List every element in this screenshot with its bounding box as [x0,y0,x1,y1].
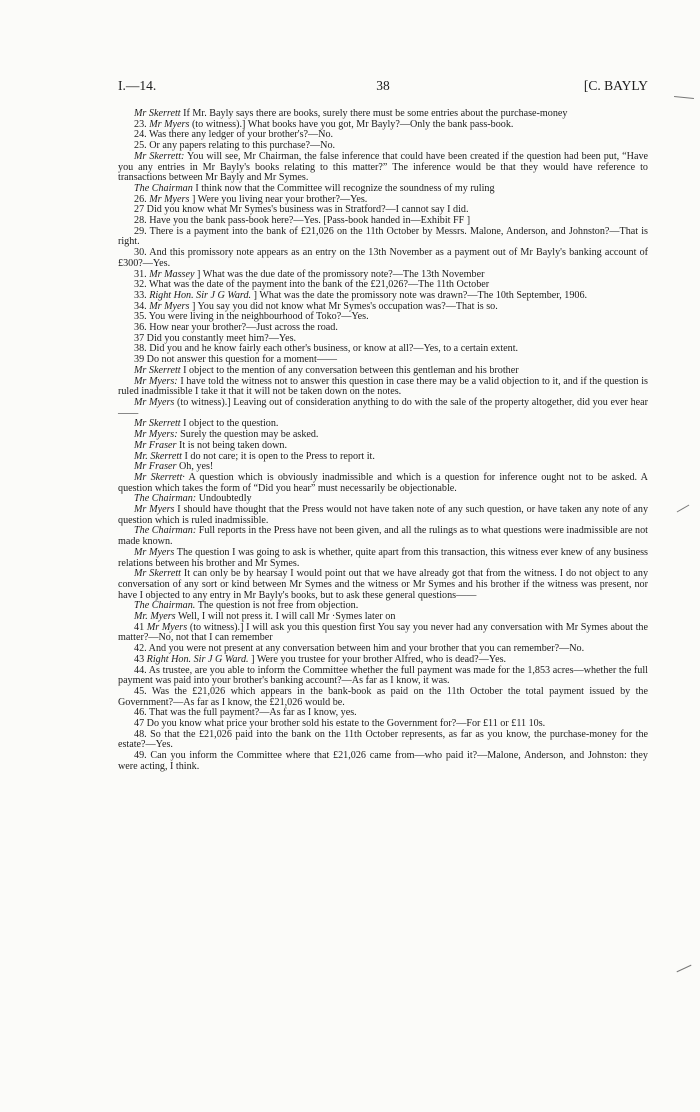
question-number: 31. [134,268,147,280]
speaker-name: Mr Myers [149,300,190,312]
speaker-name: Mr Fraser [134,461,177,473]
speaker-name: Mr Myers [134,396,175,408]
evidence-paragraph [118,751,648,772]
paragraph-text: ] What was the due date of the promissory note?—The 13th November [197,268,485,280]
evidence-paragraph [118,569,648,601]
question-number: 33. [134,289,147,301]
paragraph-text: 30. And this promissory note appears as an entry on the 13th November as a payment out of Mr Bayly's banking account of £300?—Yes. [118,247,648,269]
speaker-name: The Chairman: [134,493,197,505]
paragraph-text: ] Were you trustee for your brother Alfred, who is dead?—Yes. [251,653,507,665]
speaker-name: Mr Fraser [134,439,177,451]
speaker-name: Mr Myers [149,118,190,130]
speaker-name: Right Hon. Sir J G Ward. [146,653,249,665]
paragraph-text: If Mr. Bayly says there are books, surely there must be some entries about the purchase-money [183,108,568,119]
paragraph-text: 27 Did you know what Mr Symes's business was in Stratford?—I cannot say I did. [134,204,469,216]
paragraph-text: A question which is obviously inadmissible and which is a question for inference ought not to be asked. A question which takes the form of “Did you hear” must necessarily be objectionable. [118,471,648,494]
speaker-name: Mr Massey [149,268,195,280]
paragraph-text: Undoubtedly [198,493,252,505]
paragraph-text: 39 Do not answer this question for a moment—— [134,354,338,366]
paragraph-text: (to witness).] What books have you got, Mr Bayly?—Only the bank pass-book. [191,118,514,130]
paragraph-text: (to witness).] Leaving out of consideration anything to do with the sale of the property altogether, did you ever hear—— [118,396,648,419]
speaker-name: Mr Skerrett: [134,150,185,162]
margin-mark [677,965,692,973]
question-number: 34. [134,300,147,312]
speaker-name: Mr Skerrett [134,568,181,580]
paragraph-text: I object to the mention of any conversation between this gentleman and his brother [183,364,519,376]
question-number: 23. [134,118,147,130]
paragraph-text: 37 Did you constantly meet him?—Yes. [134,332,297,344]
paragraph-text: ] Were you living near your brother?—Yes. [191,193,368,205]
speaker-name: Mr. Skerrett [134,450,182,462]
evidence-paragraph [118,687,648,708]
paragraph-text: It can only be by hearsay I would point out that we have already got that from the witness. I do not object to any conversation of any sort or kind between Mr Symes and the witness or Mr Symes and his brother if the witness was present, nor have I objected to any entry in Mr Bayly's books, but to ask these general questions—— [118,568,649,601]
evidence-paragraph [118,666,648,687]
evidence-paragraph [118,505,648,526]
paragraph-text: I have told the witness not to answer this question in case there may be a valid objection to it, and if the question is ruled inadmissible I take it that it will not be taken down on the notes. [118,375,649,398]
question-number: 41 [134,621,145,633]
paragraph-text: 28. Have you the bank pass-book here?—Yes. [Pass-book handed in—Exhibit FF ] [134,215,471,227]
evidence-paragraph [118,730,648,751]
speaker-name: The Chairman: [134,525,197,537]
speaker-name: The Chairman. [134,600,196,612]
speaker-name: Mr Skerrett [134,418,181,430]
evidence-paragraph [118,377,648,398]
question-number: 26. [134,193,147,205]
paragraph-text: 29. There is a payment into the bank of £21,026 on the 11th October by Messrs. Malone, Anderson, and Johnston?—That is right. [118,225,648,248]
paragraph-text: 36. How near your brother?—Just across the road. [134,322,338,334]
paragraph-text: (to witness).] I will ask you this question first You say you never had any conversation with Mr Symes about the matter?—No, not that I can remember [118,621,648,644]
paragraph-text: ] What was the date the promissory note was drawn?—The 10th September, 1906. [253,289,588,301]
evidence-paragraph [118,227,648,248]
paragraph-text: 32. What was the date of the payment into the bank of the £21,026?—The 11th October [134,279,490,291]
page-header [118,78,648,98]
paragraph-text: ] You say you did not know what Mr Symes's occupation was?—That is so. [191,300,498,312]
paragraph-text: I object to the question. [183,418,279,430]
paragraph-text: I should have thought that the Press would not have taken note of any such question, or have taken any note of any question which is ruled inadmissible. [118,504,649,526]
witness-heading: [C. BAYLY [583,78,648,93]
paper-reference: I.—14. [118,78,157,93]
paragraph-text: 49. Can you inform the Committee where that £21,026 came from—who paid it?—Malone, Anderson, and Johnston: they were acting, I think. [118,750,648,772]
question-number: 43 [134,653,145,665]
evidence-paragraph [118,526,648,547]
speaker-name: Mr Myers [134,504,175,516]
paragraph-text: 48. So that the £21,026 paid into the bank on the 11th October represents, as far as you know, the purchase-money for the estate?—Yes. [118,728,648,751]
paragraph-text: 38. Did you and he know fairly each other's business, or know at all?—Yes, to a certain extent. [134,343,519,355]
paragraph-text: 35. You were living in the neighbourhood of Toko?—Yes. [134,311,369,323]
paragraph-text: Oh, yes! [179,461,214,473]
paragraph-text: The question is not free from objection. [197,600,359,612]
speaker-name: Mr Skerrett [134,108,181,119]
speaker-name: Mr Myers [146,621,188,633]
paragraph-text: 44. As trustee, are you able to inform the Committee whether the full payment was made for the 1,853 acres—whether the full payment was paid into your brother's banking account?—As far as I know, it was. [118,664,648,687]
paragraph-text: Full reports in the Press have not been given, and all the rulings as to what questions were inadmissible are not made known. [118,525,648,548]
paragraph-text: I think now that the Committee will recognize the soundness of my ruling [195,182,495,194]
margin-mark [677,505,690,513]
paragraph-text: 46. That was the full payment?—As far as I know, yes. [134,707,357,719]
evidence-paragraph [118,248,648,269]
evidence-paragraph [118,548,648,569]
speaker-name: Mr. Myers [134,611,176,623]
speaker-name: Mr Skerrett [134,364,181,376]
paragraph-text: The question I was going to ask is whether, quite apart from this transaction, this witness ever knew of any business relations between his brother and Mr Symes. [118,546,648,569]
paragraph-text: Surely the question may be asked. [180,429,319,441]
speaker-name: Right Hon. Sir J G Ward. [149,289,252,301]
paragraph-text: 24. Was there any ledger of your brother's?—No. [134,129,334,141]
evidence-paragraph [118,623,648,644]
evidence-paragraph [118,152,648,184]
paragraph-text: You will see, Mr Chairman, the false inference that could have been created if the question had been put, “Have you any entries in Mr Bayly's books relating to this matter?” The inference would be that they would have reference to transactions between Mr Bayly and Mr Symes. [118,150,649,184]
minutes-of-evidence [118,109,648,773]
paragraph-text: 25. Or any papers relating to this purchase?—No. [134,140,336,152]
paragraph-text: It is not being taken down. [179,439,287,451]
evidence-paragraph [118,398,648,419]
paragraph-text: 42. And you were not present at any conversation between him and your brother that you can remember?—No. [134,643,585,655]
speaker-name: Mr Myers: [134,375,178,387]
speaker-name: Mr Myers [149,193,190,205]
margin-mark [674,96,694,99]
evidence-paragraph [118,473,648,494]
page-number: 38 [376,78,390,93]
paragraph-text: I do not care; it is open to the Press to report it. [184,450,375,462]
speaker-name: Mr Myers [134,546,175,558]
speaker-name: Mr Myers: [134,429,178,441]
paragraph-text: Well, I will not press it. I will call Mr ·Symes later on [177,611,396,623]
paragraph-text: 45. Was the £21,026 which appears in the bank-book as paid on the 11th October the total payment issued by the Government?—As far as I know, the £21,026 would be. [118,685,648,708]
speaker-name: Mr Skerrett· [134,471,185,483]
paragraph-text: 47 Do you know what price your brother sold his estate to the Government for?—For £11 or £11 10s. [134,718,546,730]
speaker-name: The Chairman [134,182,193,194]
